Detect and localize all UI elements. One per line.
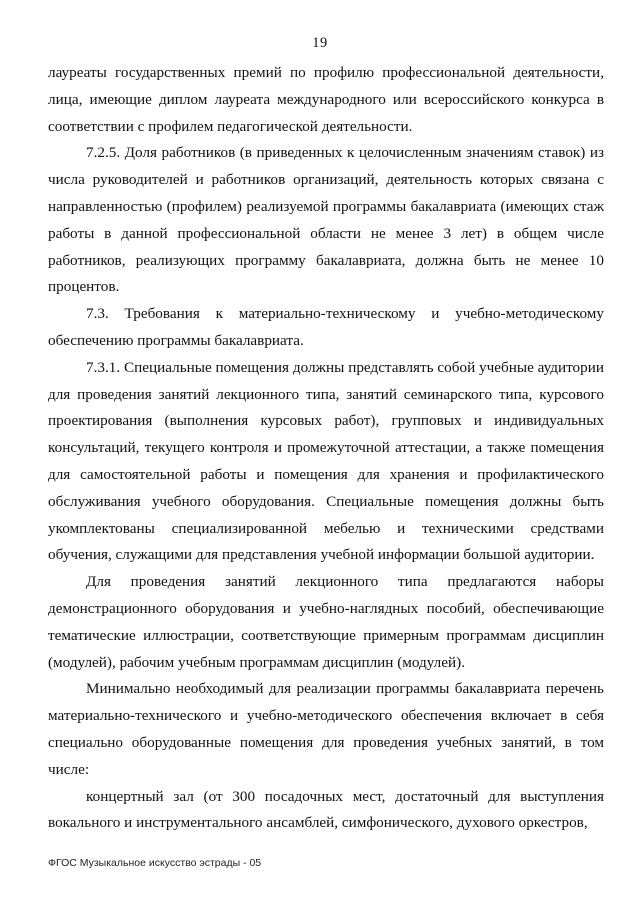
paragraph-concert-hall: концертный зал (от 300 посадочных мест, достаточный для выступления вокального и инструментального ансамблей, симфонического, духового оркестров, (48, 787, 604, 832)
paragraph-7-3-1: 7.3.1. Специальные помещения должны представлять собой учебные аудитории для проведения занятий лекционного типа, занятий семинарского типа, курсового проектирования (выполнения курсовых работ), групповых и индивидуальных консультаций, текущего контроля и промежуточной аттестации, а также помещения для самостоятельной работы и помещения для хранения и профилактического обслуживания учебного оборудования. Специальные помещения должны быть укомплектованы специализированной мебелью и техническими средствами обучения, служащими для представления учебной информации большой аудитории. (48, 358, 604, 564)
paragraph-7-3: 7.3. Требования к материально-техническому и учебно-методическому обеспечению программы бакалавриата. (48, 305, 604, 349)
paragraph-laureates-continuation: лауреаты государственных премий по профилю профессиональной деятельности, лица, имеющие диплом лауреата международного или всероссийского конкурса в соответствии с профилем педагогической деятельности. (48, 64, 604, 135)
paragraph-minimum-list: Минимально необходимый для реализации программы бакалавриата перечень материально-технического и учебно-методического обеспечения включает в себя специально оборудованные помещения для проведения учебных занятий, в том числе: (48, 680, 604, 778)
document-footer: ФГОС Музыкальное искусство эстрады - 05 (48, 857, 262, 869)
document-body (48, 60, 604, 837)
paragraph-7-2-5: 7.2.5. Доля работников (в приведенных к целочисленным значениям ставок) из числа руководителей и работников организаций, деятельность которых связана с направленностью (профилем) реализуемой программы бакалавриата (имеющих стаж работы в данной профессиональной области не менее 3 лет) в общем числе работников, реализующих программу бакалавриата, должна быть не менее 10 процентов. (48, 144, 604, 296)
page-number: 19 (312, 35, 328, 51)
paragraph-lecture-equipment: Для проведения занятий лекционного типа предлагаются наборы демонстрационного оборудования и учебно-наглядных пособий, обеспечивающие тематические иллюстрации, соответствующие примерным программам дисциплин (модулей), рабочим учебным программам дисциплин (модулей). (48, 573, 604, 671)
